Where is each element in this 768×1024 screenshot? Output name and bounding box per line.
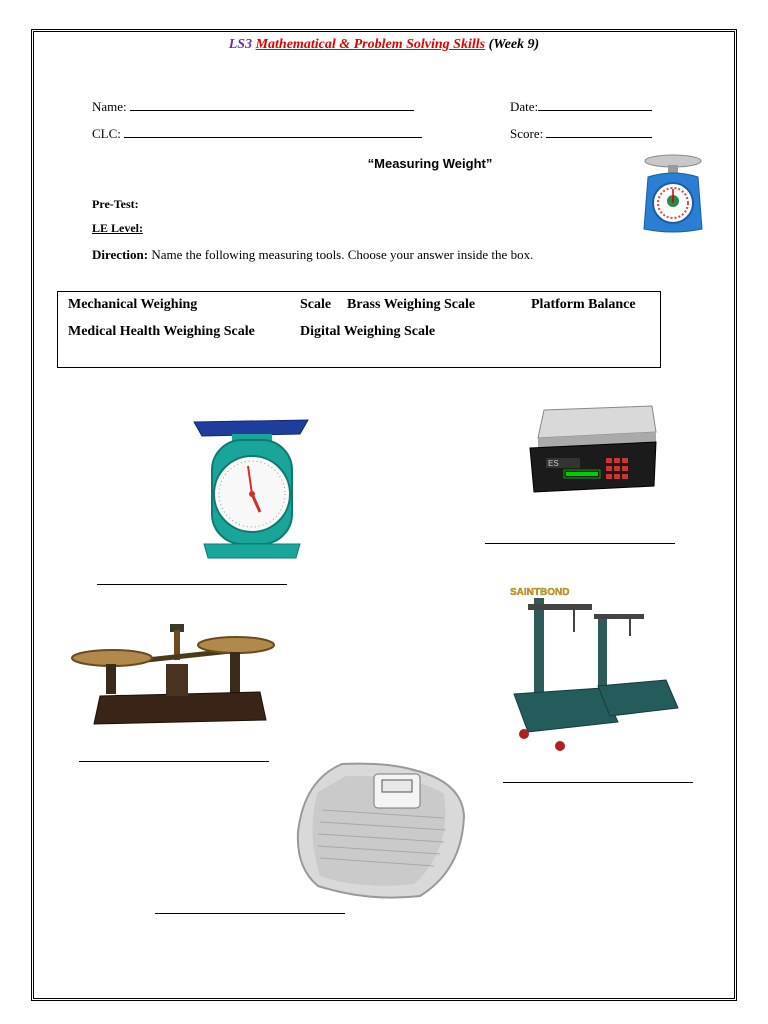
header-week: (Week 9) (488, 37, 540, 52)
choice-brass-weighing-scale: Brass Weighing Scale (347, 297, 476, 312)
score-line[interactable] (546, 126, 652, 138)
score-label: Score: (510, 126, 544, 141)
answer-choices-box (57, 291, 661, 368)
brass-balance-image (70, 620, 280, 736)
name-field (92, 99, 414, 115)
score-field (510, 126, 652, 142)
choice-mechanical-weighing: Mechanical Weighing (68, 297, 198, 312)
le-level-label: LE Level: (92, 221, 143, 235)
kitchen-scale-icon (636, 153, 716, 239)
date-label: Date: (510, 99, 539, 114)
mechanical-scale-image (188, 412, 316, 562)
pretest-label: Pre-Test: (92, 197, 139, 211)
header-ls3: LS3 (228, 37, 253, 52)
digital-scale-label: ES (548, 459, 559, 468)
platform-scale-image (506, 584, 686, 754)
choice-medical-health-weighing-scale: Medical Health Weighing Scale (68, 324, 255, 339)
answer-line-1[interactable] (97, 584, 287, 585)
platform-scale-brand: SAINTBOND (510, 587, 570, 598)
clc-line[interactable] (124, 126, 422, 138)
clc-field (92, 126, 422, 142)
answer-line-5[interactable] (155, 913, 345, 914)
digital-scale-image (526, 402, 658, 494)
header-subject: Mathematical & Problem Solving Skills (255, 37, 486, 52)
clc-label: CLC: (92, 126, 121, 141)
choice-digital-weighing-scale: Digital Weighing Scale (300, 324, 436, 339)
worksheet-header (0, 37, 768, 53)
answer-line-4[interactable] (503, 782, 693, 783)
direction-text: Name the following measuring tools. Choose your answer inside the box. (151, 247, 534, 262)
answer-line-3[interactable] (79, 761, 269, 762)
page-title: “Measuring Weight” (367, 156, 493, 171)
date-line[interactable] (538, 99, 652, 111)
answer-line-2[interactable] (485, 543, 675, 544)
choice-scale: Scale (300, 297, 332, 312)
name-line[interactable] (130, 99, 414, 111)
choice-platform-balance: Platform Balance (531, 297, 636, 312)
direction (92, 247, 533, 263)
direction-label: Direction: (92, 247, 149, 262)
bathroom-scale-image (294, 760, 468, 900)
date-field (510, 99, 652, 115)
name-label: Name: (92, 99, 127, 114)
